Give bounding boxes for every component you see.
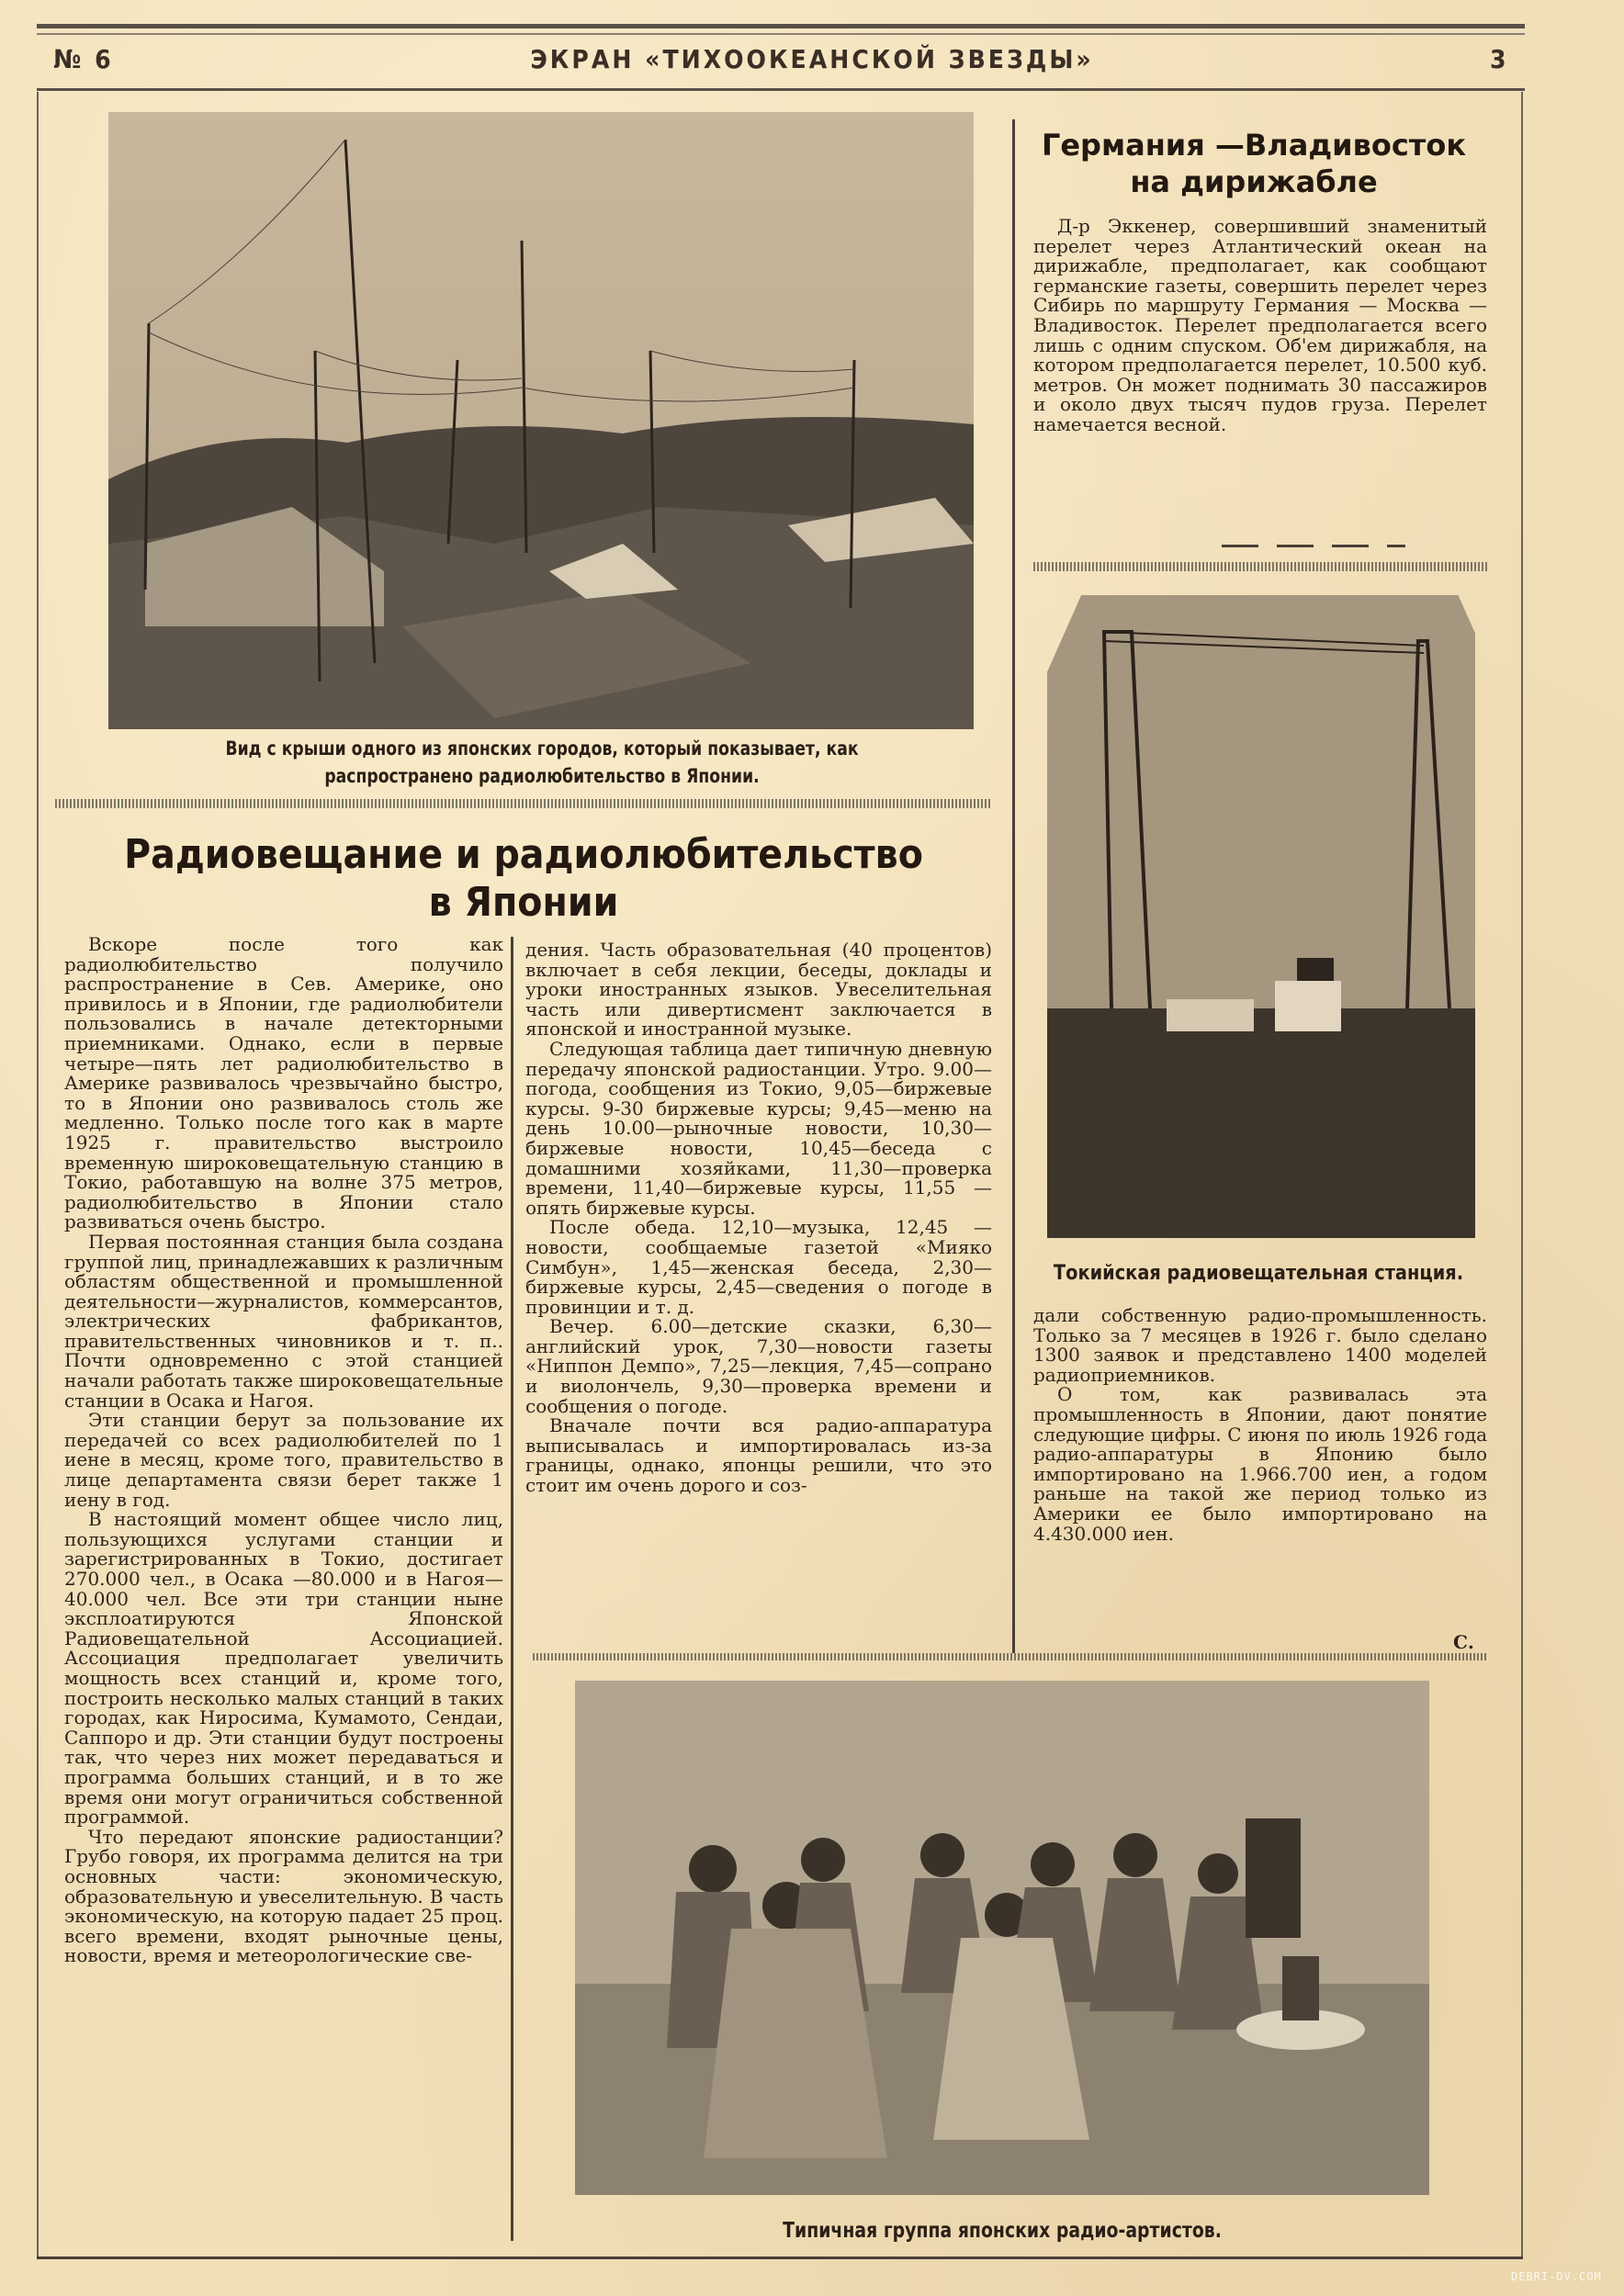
caption-radio-artists: Типичная группа японских радио-артистов.	[783, 2219, 1222, 2243]
top-rule-thin	[37, 33, 1525, 35]
paragraph: дения. Часть образовательная (40 процентов) включает в себя лекции, беседы, доклады и уроки иностранных языков. Увеселительная часть или дивертисмент заключается в японской и иностранной музыке.	[525, 939, 992, 1041]
caption-tokyo-station: Токийская радиовещательная станция.	[1053, 1262, 1464, 1285]
top-rule	[37, 24, 1525, 28]
column-rule	[1012, 119, 1015, 1653]
end-mark	[1222, 545, 1405, 547]
article-headline	[102, 831, 945, 927]
broadcast-towers-illustration	[1047, 595, 1475, 1238]
page-frame-bottom	[37, 2257, 1523, 2259]
paragraph: дали собственную радио-промышленность. Только за 7 месяцев в 1926 г. было сделано 1300 заявок и представлено 1400 моделей радиоприемников.	[1033, 1304, 1487, 1386]
paragraph: Вначале почти вся радио-аппаратура выписывалась и импортировалась из-за границы, однако, японцы решили, что это стоит им очень дорого и соз-	[525, 1414, 992, 1497]
sidebar-headline-line-2: на дирижабле	[1130, 164, 1378, 199]
page-number: 3	[1490, 44, 1509, 74]
photo-tokyo-station	[1047, 595, 1475, 1238]
watermark: DEBRI-DV.COM	[1511, 2270, 1602, 2283]
paragraph: После обеда. 12,10—музыка, 12,45 —новости, сообщаемые газетой «Мияко Симбун», 1,45—женская беседа, 2,30—биржевые курсы, 2,45—сведения о погоде в провинции и т. д.	[525, 1216, 992, 1318]
paragraph: Вскоре после того как радиолюбительство получило распространение в Сев. Америке, оно привилось и в Японии, где радиолюбители пользовались в начале детекторными приемниками. Однако, если в первые четыре—пять лет радиолюбительство в Америке развивалось чрезвычайно быстро, то в Японии оно развивалось столь же медленно. Только после того как в марте 1925 г. правительство выстроило временную широковещательную станцию в Токио, работавшую на волне 375 метров, радиолюбительство в Японии стало развиваться очень быстро.	[64, 933, 503, 1233]
section-divider	[533, 1653, 1488, 1660]
header-rule	[37, 88, 1525, 91]
paragraph: Что передают японские радиостанции? Грубо говоря, их программа делится на три основных части: экономическую, образовательную и увеселительную. В часть экономическую, на которую падает 25 проц. всего времени, входят рыночные цены, новости, время и метеорологические све-	[64, 1825, 503, 1967]
radio-artists-illustration	[575, 1681, 1429, 2195]
article-column-1	[64, 935, 503, 1966]
column-rule	[511, 937, 513, 2241]
paragraph: Первая постоянная станция была создана группой лиц, принадлежавших к различным областям общественной и промышленной деятельности—журналистов, коммерсантов, электрических фабрикантов, правительственных чиновников и т. п.. Почти одновременно с этой станцией начали работать также широковещательные станции в Осака и Нагоя.	[64, 1230, 503, 1412]
paragraph: Эти станции берут за пользование их передачей со всех радиолюбителей по 1 иене в месяц, кроме того, правительство в лице департамента связи берет также 1 иену в год.	[64, 1409, 503, 1511]
photo-rooftops	[108, 112, 974, 729]
author-signature: С.	[1453, 1631, 1474, 1653]
headline-line-1: Радиовещание и радиолюбительство	[124, 831, 923, 878]
article-column-3	[1033, 1306, 1487, 1544]
page-frame-right	[1521, 92, 1523, 2259]
headline-line-2: в Японии	[428, 879, 619, 926]
article-column-2	[525, 940, 992, 1496]
paragraph: Вечер. 6.00—детские сказки, 6,30—английский урок, 7,30—новости газеты «Ниппон Демпо», 7,25—лекция, 7,45—сопрано и виолончель, 9,30—проверка времени и сообщения о погоде.	[525, 1315, 992, 1417]
rooftops-antennas-illustration	[108, 112, 974, 729]
paragraph: В настоящий момент общее число лиц, пользующихся услугами станции и зарегистрированных в Токио, достигает 270.000 чел., в Осака —80.000 и в Нагоя—40.000 чел. Все эти три станции ныне эксплоатируются Японской Радиовещательной Ассоциацией. Ассоциация предполагает увеличить мощность всех станций и, кроме того, построить несколько малых станций в таких городах, как Ниросима, Кумамото, Сендаи, Саппоро и др. Эти станции будут построены так, что через них может передаваться и программа больших станций, и в то же время они могут ограничиться собственной программой.	[64, 1508, 503, 1829]
sidebar-headline	[1024, 127, 1483, 200]
caption-rooftops: Вид с крыши одного из японских городов, который показывает, как распространено радиолюбительство в Японии.	[225, 737, 859, 787]
section-divider	[55, 799, 992, 808]
masthead-title: ЭКРАН «ТИХООКЕАНСКОЙ ЗВЕЗДЫ»	[530, 44, 1094, 74]
paragraph: Д-р Эккенер, совершивший знаменитый перелет через Атлантический океан на дирижабле, предполагает, как сообщают германские газеты, совершить перелет через Сибирь по маршруту Германия — Москва — Владивосток. Перелет предполагается всего лишь с одним спуском. Об'ем дирижабля, на котором предполагается перелет, 10.500 куб. метров. Он может поднимать 30 пассажиров и около двух тысяч пудов груза. Перелет намечается весной.	[1033, 215, 1487, 435]
issue-number: № 6	[53, 44, 114, 74]
paragraph: Следующая таблица дает типичную дневную передачу японской радиостанции. Утро. 9.00—погода, сообщения из Токио, 9,05—биржевые курсы. 9-30 биржевые курсы; 9,45—меню на день 10.00—рыночные новости, 10,30—биржевые новости, 10,45—беседа с домашними хозяйками, 11,30—проверка времени, 11,40—биржевые курсы, 11,55 —опять биржевые курсы.	[525, 1037, 992, 1219]
section-divider	[1033, 562, 1487, 571]
photo-radio-artists	[575, 1681, 1429, 2195]
paragraph: О том, как развивалась эта промышленность в Японии, дают понятие следующие цифры. С июня по июль 1926 года радио-аппаратуры в Японию было импортировано на 1.966.700 иен, а годом раньше на такой же период только из Америки ее было импортировано на 4.430.000 иен.	[1033, 1383, 1487, 1545]
sidebar-body	[1033, 217, 1487, 435]
page-frame-left	[37, 92, 39, 2259]
sidebar-headline-line-1: Германия —Владивосток	[1041, 128, 1467, 163]
